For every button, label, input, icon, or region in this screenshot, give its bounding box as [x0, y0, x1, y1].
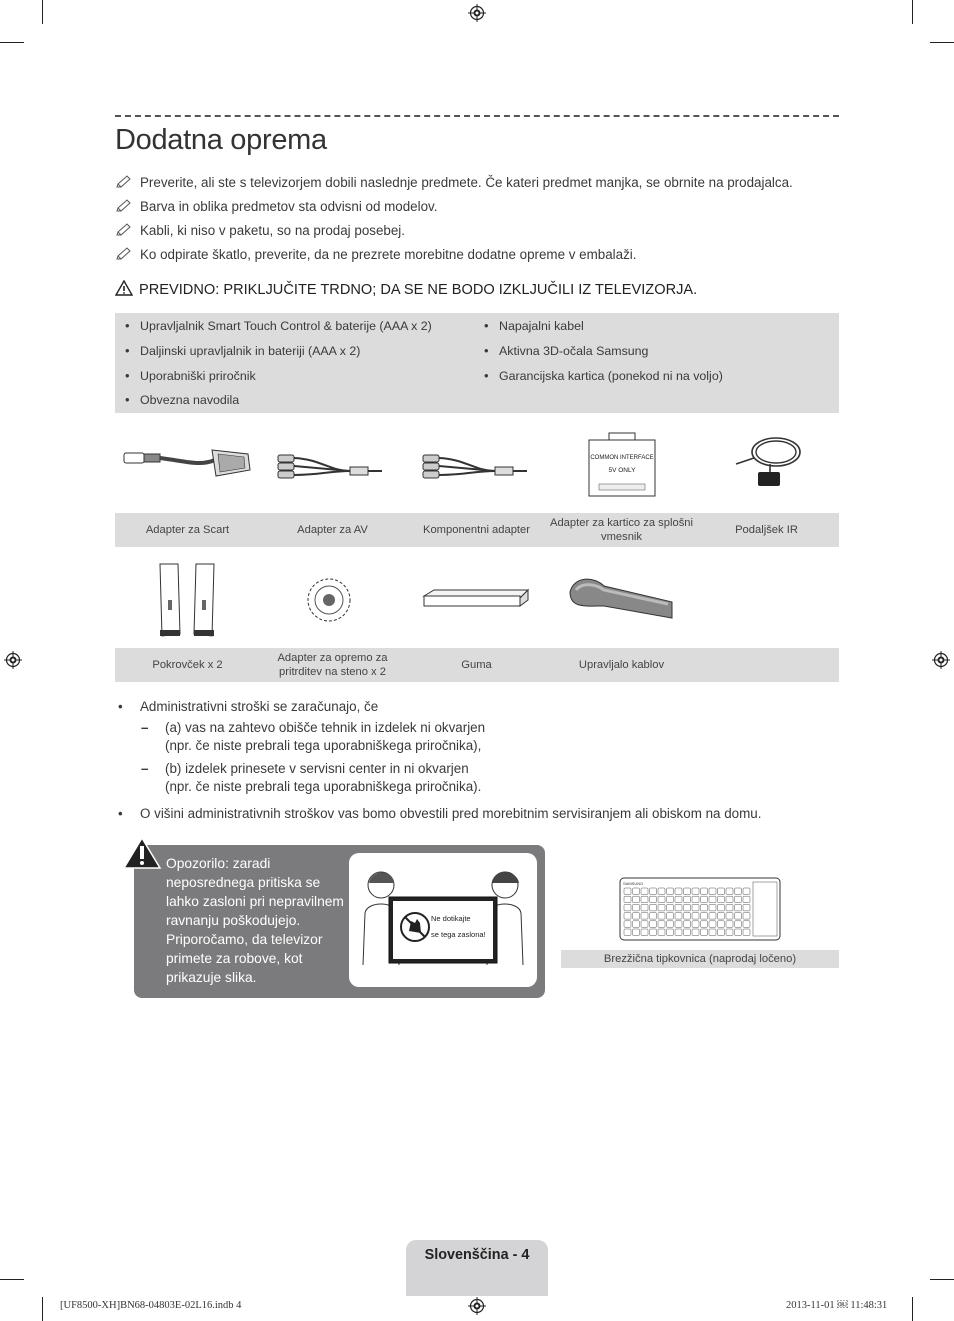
keyboard-key	[633, 896, 640, 903]
admin-note: • O višini administrativnih stroškov vas bomo obvestili pred morebitnim servisiranjem ali obiskom na domu.	[118, 806, 762, 821]
keyboard-key	[684, 904, 691, 911]
list-item: • Daljinski upravljalnik in bateriji (AAA x 2)	[140, 344, 360, 358]
pencil-note-icon	[115, 223, 133, 237]
note-text: Kabli, ki niso v paketu, so na prodaj posebej.	[140, 223, 406, 238]
cover-image	[150, 560, 225, 642]
list-item: • Garancijska kartica (ponekod ni na voljo)	[499, 369, 723, 383]
keyboard-key	[658, 921, 665, 928]
keyboard-key	[684, 913, 691, 920]
admin-title: • Administrativni stroški se zaračunajo, če	[118, 699, 379, 714]
tv-handling-illustration	[349, 853, 537, 987]
warning-sign-line: se tega zaslona!	[431, 930, 486, 939]
keyboard-key	[624, 896, 631, 903]
list-item: • Upravljalnik Smart Touch Control & baterije (AAA x 2)	[140, 319, 432, 333]
crop-mark	[0, 42, 24, 43]
pencil-note-icon	[115, 199, 133, 213]
item-caption: Adapter za kartico za splošni vmesnik	[549, 517, 694, 543]
title-rule	[115, 115, 839, 117]
keyboard-key	[684, 921, 691, 928]
keyboard-key	[667, 913, 674, 920]
keyboard-key	[709, 904, 716, 911]
keyboard-key	[641, 913, 648, 920]
cable-manager-image	[564, 572, 676, 624]
keyboard-key	[658, 913, 665, 920]
keyboard-key	[650, 896, 657, 903]
item-caption: Adapter za AV	[297, 524, 368, 536]
item-caption: Upravljalo kablov	[578, 659, 665, 671]
item-caption: Komponentni adapter	[423, 524, 530, 536]
keyboard-key	[650, 929, 657, 936]
keyboard-key	[667, 929, 674, 936]
keyboard-key	[624, 913, 631, 920]
keyboard-key	[633, 888, 640, 895]
crop-mark	[930, 42, 954, 43]
keyboard-key	[735, 896, 742, 903]
keyboard-key	[667, 904, 674, 911]
keyboard-key	[624, 921, 631, 928]
note-4	[115, 247, 636, 262]
keyboard-key	[743, 888, 750, 895]
registration-mark-icon	[932, 651, 950, 669]
keyboard-key	[675, 913, 682, 920]
list-item: • Napajalni kabel	[499, 319, 584, 333]
keyboard-key	[718, 929, 725, 936]
keyboard-key	[735, 913, 742, 920]
keyboard-key	[718, 921, 725, 928]
av-adapter-image	[270, 445, 390, 485]
item-caption: Adapter za Scart	[145, 524, 230, 536]
crop-mark	[42, 0, 43, 24]
note-text: Barva in oblika predmetov sta odvisni od modelov.	[140, 199, 438, 214]
crop-mark	[912, 0, 913, 24]
keyboard-key	[718, 904, 725, 911]
page-number: Slovenščina - 4	[424, 1247, 530, 1263]
keyboard-key	[658, 896, 665, 903]
item-caption: Pokrovček x 2	[152, 659, 223, 671]
component-adapter-image	[415, 445, 535, 485]
keyboard-key	[692, 913, 699, 920]
keyboard-key	[709, 913, 716, 920]
keyboard-key	[718, 913, 725, 920]
keyboard-key	[624, 888, 631, 895]
admin-title-text: Administrativni stroški se zaračunajo, če	[140, 699, 379, 714]
keyboard-key	[667, 921, 674, 928]
keyboard-key	[624, 904, 631, 911]
keyboard-key	[624, 929, 631, 936]
keyboard-key	[684, 896, 691, 903]
page-title: Dodatna oprema	[115, 124, 327, 156]
keyboard-key	[701, 921, 708, 928]
keyboard-key	[641, 904, 648, 911]
ci-card-label: 5V ONLY	[608, 467, 636, 474]
crop-mark	[42, 1297, 43, 1321]
keyboard-key	[701, 904, 708, 911]
keyboard-key	[658, 888, 665, 895]
keyboard-key	[658, 904, 665, 911]
keyboard-key	[692, 896, 699, 903]
keyboard-key	[692, 929, 699, 936]
keyboard-key	[743, 896, 750, 903]
ci-card-label: COMMON INTERFACE	[590, 455, 654, 461]
admin-note-text: O višini administrativnih stroškov vas bomo obvestili pred morebitnim servisiranjem ali obiskom na domu.	[140, 806, 762, 821]
registration-mark-icon	[468, 1297, 486, 1315]
keyboard-key	[726, 888, 733, 895]
keyboard-key	[650, 888, 657, 895]
keyboard-key	[684, 929, 691, 936]
keyboard-key	[726, 904, 733, 911]
registration-mark-icon	[468, 4, 486, 22]
note-1	[115, 175, 793, 190]
wall-mount-adapter-image	[304, 575, 354, 625]
caution-triangle-icon	[115, 280, 133, 296]
keyboard-key	[743, 904, 750, 911]
keyboard-key	[709, 929, 716, 936]
keyboard-key	[641, 888, 648, 895]
registration-mark-icon	[4, 651, 22, 669]
keyboard-key	[633, 929, 640, 936]
warning-sign-line: Ne dotikajte	[431, 914, 471, 923]
note-text: Preverite, ali ste s televizorjem dobili naslednje predmete. Če kateri predmet manjka, se obrnite na prodajalca.	[140, 175, 793, 190]
crop-mark	[0, 1279, 24, 1280]
item-caption: Podaljšek IR	[735, 524, 798, 536]
warning-text: Opozorilo: zaradi neposrednega pritiska se lahko zasloni pri nepravilnem ravnanju poškodujejo. Priporočamo, da televizor primete za robove, kot prikazuje slika.	[166, 856, 344, 985]
list-item: • Obvezna navodila	[140, 393, 239, 407]
crop-mark	[912, 1297, 913, 1321]
keyboard-key	[641, 896, 648, 903]
keyboard-key	[701, 888, 708, 895]
keyboard-key	[726, 896, 733, 903]
keyboard-key	[709, 921, 716, 928]
pencil-note-icon	[115, 247, 133, 261]
keyboard-key	[641, 929, 648, 936]
keyboard-key	[735, 921, 742, 928]
keyboard-key	[675, 929, 682, 936]
keyboard-key	[718, 896, 725, 903]
note-3	[115, 223, 405, 238]
keyboard-caption: Brezžična tipkovnica (naprodaj ločeno)	[561, 950, 839, 968]
pencil-note-icon	[115, 175, 133, 189]
admin-item-a: – (a) vas na zahtevo obišče tehnik in izdelek ni okvarjen (npr. če niste prebrali tega uporabniškega priročnika),	[141, 720, 486, 753]
keyboard-key	[650, 913, 657, 920]
footer-file: [UF8500-XH]BN68-04803E-02L16.indb 4	[60, 1300, 242, 1311]
crop-mark	[930, 1279, 954, 1280]
keyboard-key	[684, 888, 691, 895]
caution-text: PREVIDNO: PRIKLJUČITE TRDNO; DA SE NE BODO IZKLJUČILI IZ TELEVIZORJA.	[139, 282, 698, 298]
keyboard-key	[735, 904, 742, 911]
keyboard-key	[743, 921, 750, 928]
keyboard-key	[743, 929, 750, 936]
warning-label: Opozorilo	[166, 856, 226, 871]
note-2	[115, 199, 437, 214]
ir-extender-image	[728, 428, 808, 498]
scart-adapter-image	[120, 440, 255, 485]
keyboard-key	[743, 913, 750, 920]
keyboard-key	[709, 896, 716, 903]
keyboard-key	[701, 929, 708, 936]
item-caption: Guma	[461, 659, 492, 671]
caution-line	[115, 280, 697, 298]
item-caption: Adapter za opremo za pritrditev na steno x 2	[277, 652, 388, 678]
list-item: • Aktivna 3D-očala Samsung	[499, 344, 648, 358]
keyboard-key	[735, 929, 742, 936]
keyboard-key	[718, 888, 725, 895]
list-item: • Uporabniški priročnik	[140, 369, 256, 383]
rubber-image	[420, 588, 532, 610]
keyboard-key	[667, 888, 674, 895]
keyboard-key	[675, 896, 682, 903]
keyboard-key	[667, 896, 674, 903]
keyboard-key	[692, 888, 699, 895]
keyboard-key	[633, 904, 640, 911]
keyboard-key	[692, 904, 699, 911]
note-text: Ko odpirate škatlo, preverite, da ne prezrete morebitne dodatne opreme v embalaži.	[140, 247, 637, 262]
keyboard-key	[726, 913, 733, 920]
keyboard-key	[735, 888, 742, 895]
keyboard-brand: SAMSUNG	[623, 881, 644, 886]
footer-timestamp: 2013-11-01 ￼ 11:48:31	[786, 1300, 888, 1311]
keyboard-key	[633, 921, 640, 928]
keyboard-key	[675, 921, 682, 928]
keyboard-key	[641, 921, 648, 928]
keyboard-key	[701, 913, 708, 920]
keyboard-key	[650, 921, 657, 928]
warning-exclamation-icon	[122, 836, 162, 870]
keyboard-key	[675, 888, 682, 895]
keyboard-key	[726, 921, 733, 928]
keyboard-key	[658, 929, 665, 936]
keyboard-key	[726, 929, 733, 936]
keyboard-key	[692, 921, 699, 928]
keyboard-key	[633, 913, 640, 920]
admin-item-b: – (b) izdelek prinesete v servisni center in ni okvarjen (npr. če niste prebrali tega uporabniškega priročnika).	[141, 761, 482, 794]
keyboard-key	[701, 896, 708, 903]
keyboard-key	[675, 904, 682, 911]
keyboard-key	[709, 888, 716, 895]
ci-card-adapter-image	[583, 430, 661, 500]
wireless-keyboard-image	[619, 876, 781, 942]
keyboard-key	[650, 904, 657, 911]
